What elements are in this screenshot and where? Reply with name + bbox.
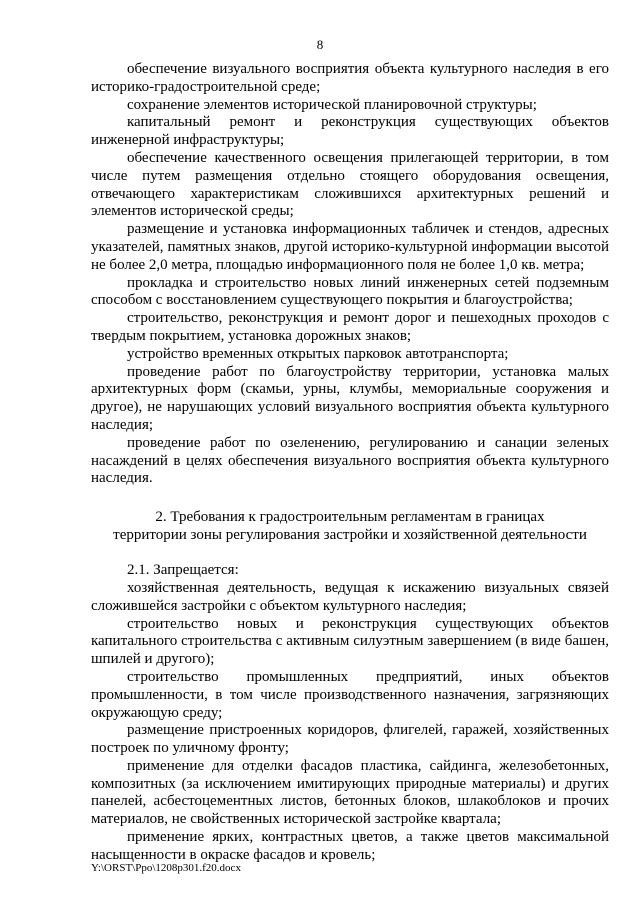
paragraph-info-signs: размещение и установка информационных табличек и стендов, адресных указателей, памятных знаков, другой историко-культурной информации высотой не более 2,0 метра, площадью информационного поля не более 1,0 кв. метра; <box>91 221 609 273</box>
file-path-footer: Y:\ORST\Ppo\1208p301.f20.docx <box>91 862 241 874</box>
paragraph-economic-activity: хозяйственная деятельность, ведущая к искажению визуальных связей сложившейся застройки с объектом культурного наследия; <box>91 579 609 614</box>
paragraph-lighting: обеспечение качественного освещения прилегающей территории, в том числе путем размещения отдельно стоящего оборудования освещения, отвечающего характеристикам сложившихся архитектурных решений и элементов исторической среды; <box>91 149 609 220</box>
paragraph-industrial-construction: строительство промышленных предприятий, иных объектов промышленности, в том числе производственного назначения, загрязняющих окружающую среду; <box>91 668 609 721</box>
paragraph-planning-structure: сохранение элементов исторической планировочной структуры; <box>127 96 537 113</box>
paragraph-silhouette-construction: строительство новых и реконструкция существующих объектов капитального строительства с активным силуэтным завершением (в виде башен, шпилей и другого); <box>91 615 609 668</box>
section-heading-line-1: 2. Требования к градостроительным регламентам в границах <box>155 509 545 526</box>
paragraph-facade-materials: применение для отделки фасадов пластика, сайдинга, железобетонных, композитных (за исключением имитирующих природные материалы) и других панелей, асбестоцементных листов, бетонных блоков, шлакоблоков и прочих материалов, не свойственных исторической застройке квартала; <box>91 757 609 828</box>
paragraph-underground-networks: прокладка и строительство новых линий инженерных сетей подземным способом с восстановлением существующего покрытия и благоустройства; <box>91 274 609 309</box>
paragraph-infrastructure-repair: капитальный ремонт и реконструкция существующих объектов инженерной инфраструктуры; <box>91 114 609 149</box>
paragraph-landscaping: проведение работ по благоустройству территории, установка малых архитектурных форм (скамьи, урны, клумбы, мемориальные сооружения и другое), не нарушающих условий визуального восприятия объекта культурного наследия; <box>91 363 609 433</box>
paragraph-attached-buildings: размещение пристроенных коридоров, флигелей, гаражей, хозяйственных построек по уличному фронту; <box>91 722 609 757</box>
page-number: 8 <box>316 37 324 52</box>
paragraph-roads: строительство, реконструкция и ремонт дорог и пешеходных проходов с твердым покрытием, установка дорожных знаков; <box>91 310 609 344</box>
spacer <box>91 544 609 562</box>
section-heading-line-2: территории зоны регулирования застройки и хозяйственной деятельности <box>113 527 587 544</box>
paragraph-visual-perception: обеспечение визуального восприятия объекта культурного наследия в его историко-градостроительной среде; <box>91 61 609 95</box>
paragraph-parking: устройство временных открытых парковок автотранспорта; <box>127 345 509 362</box>
spacer <box>91 488 609 508</box>
paragraph-prohibited-title: 2.1. Запрещается: <box>127 562 239 579</box>
document-body <box>91 61 609 865</box>
paragraph-bright-colors: применение ярких, контрастных цветов, а также цветов максимальной насыщенности в окраске фасадов и кровель; <box>91 829 609 863</box>
paragraph-greenery: проведение работ по озеленению, регулированию и санации зеленых насаждений в целях обеспечения визуального восприятия объекта культурного наследия. <box>91 434 609 487</box>
